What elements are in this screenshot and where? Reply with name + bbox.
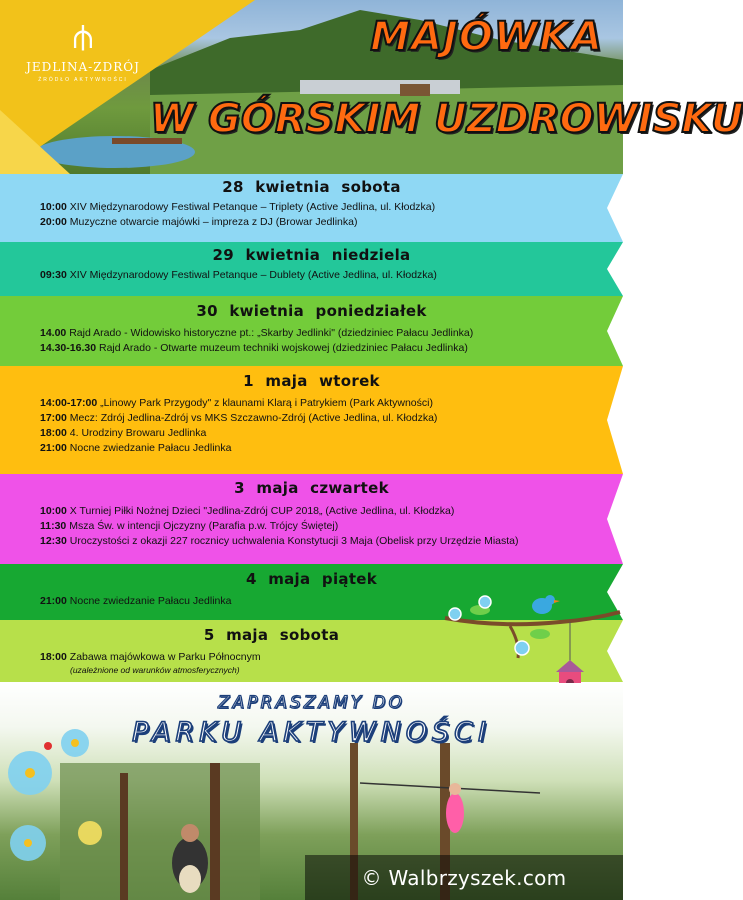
header-banner bbox=[0, 0, 743, 174]
event-row: 12:30 Uroczystości z okazji 227 rocznicy uchwalenia Konstytucji 3 Maja (Obelisk przy Urzędzie Miasta) bbox=[40, 535, 519, 547]
day-heading: 1 maja wtorek bbox=[243, 372, 380, 390]
town-logo bbox=[8, 18, 158, 83]
day-band-apr-30 bbox=[0, 296, 623, 366]
logo-tagline: ŹRÓDŁO AKTYWNOŚCI bbox=[38, 77, 128, 83]
event-row: 09:30 XIV Międzynarodowy Festiwal Petanque – Dublety (Active Jedlina, ul. Kłodzka) bbox=[40, 269, 437, 281]
event-row: 14.00 Rajd Arado - Widowisko historyczne pt.: „Skarby Jedlinki" (dziedziniec Pałacu Jedlinka) bbox=[40, 327, 474, 339]
watermark-text: © Walbrzyszek.com bbox=[361, 865, 567, 890]
logo-name: JEDLINA-ZDRÓJ bbox=[26, 60, 140, 74]
event-row: 11:30 Msza Św. w intencji Ojczyzny (Parafia p.w. Trójcy Świętej) bbox=[40, 520, 339, 532]
event-row: 18:00 4. Urodziny Browaru Jedlinka bbox=[40, 427, 207, 439]
day-band-may-3 bbox=[0, 474, 623, 564]
day-band-apr-29 bbox=[0, 242, 623, 296]
day-heading: 29 kwietnia niedziela bbox=[212, 246, 411, 264]
event-row: 10:00 XIV Międzynarodowy Festiwal Petanque – Triplety (Active Jedlina, ul. Kłodzka) bbox=[40, 201, 436, 213]
event-row: 21:00 Nocne zwiedzanie Pałacu Jedlinka bbox=[40, 595, 232, 607]
day-heading: 3 maja czwartek bbox=[234, 479, 389, 497]
title-line-2: W GÓRSKIM UZDROWISKU bbox=[150, 96, 743, 142]
day-heading: 28 kwietnia sobota bbox=[222, 178, 401, 196]
park-name-heading: PARKU AKTYWNOŚCI bbox=[131, 717, 491, 748]
event-row: 10:00 X Turniej Piłki Nożnej Dzieci "Jedlina-Zdrój CUP 2018„ (Active Jedlina, ul. Kłodzka) bbox=[40, 505, 455, 517]
event-row: 20:00 Muzyczne otwarcie majówki – impreza z DJ (Browar Jedlinka) bbox=[40, 216, 358, 228]
day-heading: 30 kwietnia poniedziałek bbox=[196, 302, 427, 320]
watermark bbox=[305, 855, 623, 900]
weather-note: (uzależnione od warunków atmosferycznych) bbox=[70, 665, 240, 675]
day-band-apr-28 bbox=[0, 174, 623, 242]
event-row: 17:00 Mecz: Zdrój Jedlina-Zdrój vs MKS Szczawno-Zdrój (Active Jedlina, ul. Kłodzka) bbox=[40, 412, 438, 424]
event-row: 21:00 Nocne zwiedzanie Pałacu Jedlinka bbox=[40, 442, 232, 454]
invite-heading: ZAPRASZAMY DO bbox=[218, 693, 405, 713]
logo-icon: ⫛ bbox=[72, 17, 94, 57]
day-heading: 4 maja piątek bbox=[245, 570, 378, 588]
event-row: 14.30-16.30 Rajd Arado - Otwarte muzeum techniki wojskowej (dziedziniec Pałacu Jedlinka) bbox=[40, 342, 468, 354]
event-row: 18:00 Zabawa majówkowa w Parku Północnym bbox=[40, 651, 261, 663]
day-heading: 5 maja sobota bbox=[203, 626, 340, 644]
event-row: 14:00-17:00 „Linowy Park Przygody" z klaunami Klarą i Patrykiem (Park Aktywności) bbox=[40, 397, 433, 409]
park-photo-section bbox=[0, 683, 623, 900]
day-band-may-1 bbox=[0, 366, 623, 474]
title-line-1: MAJÓWKA bbox=[370, 14, 603, 60]
